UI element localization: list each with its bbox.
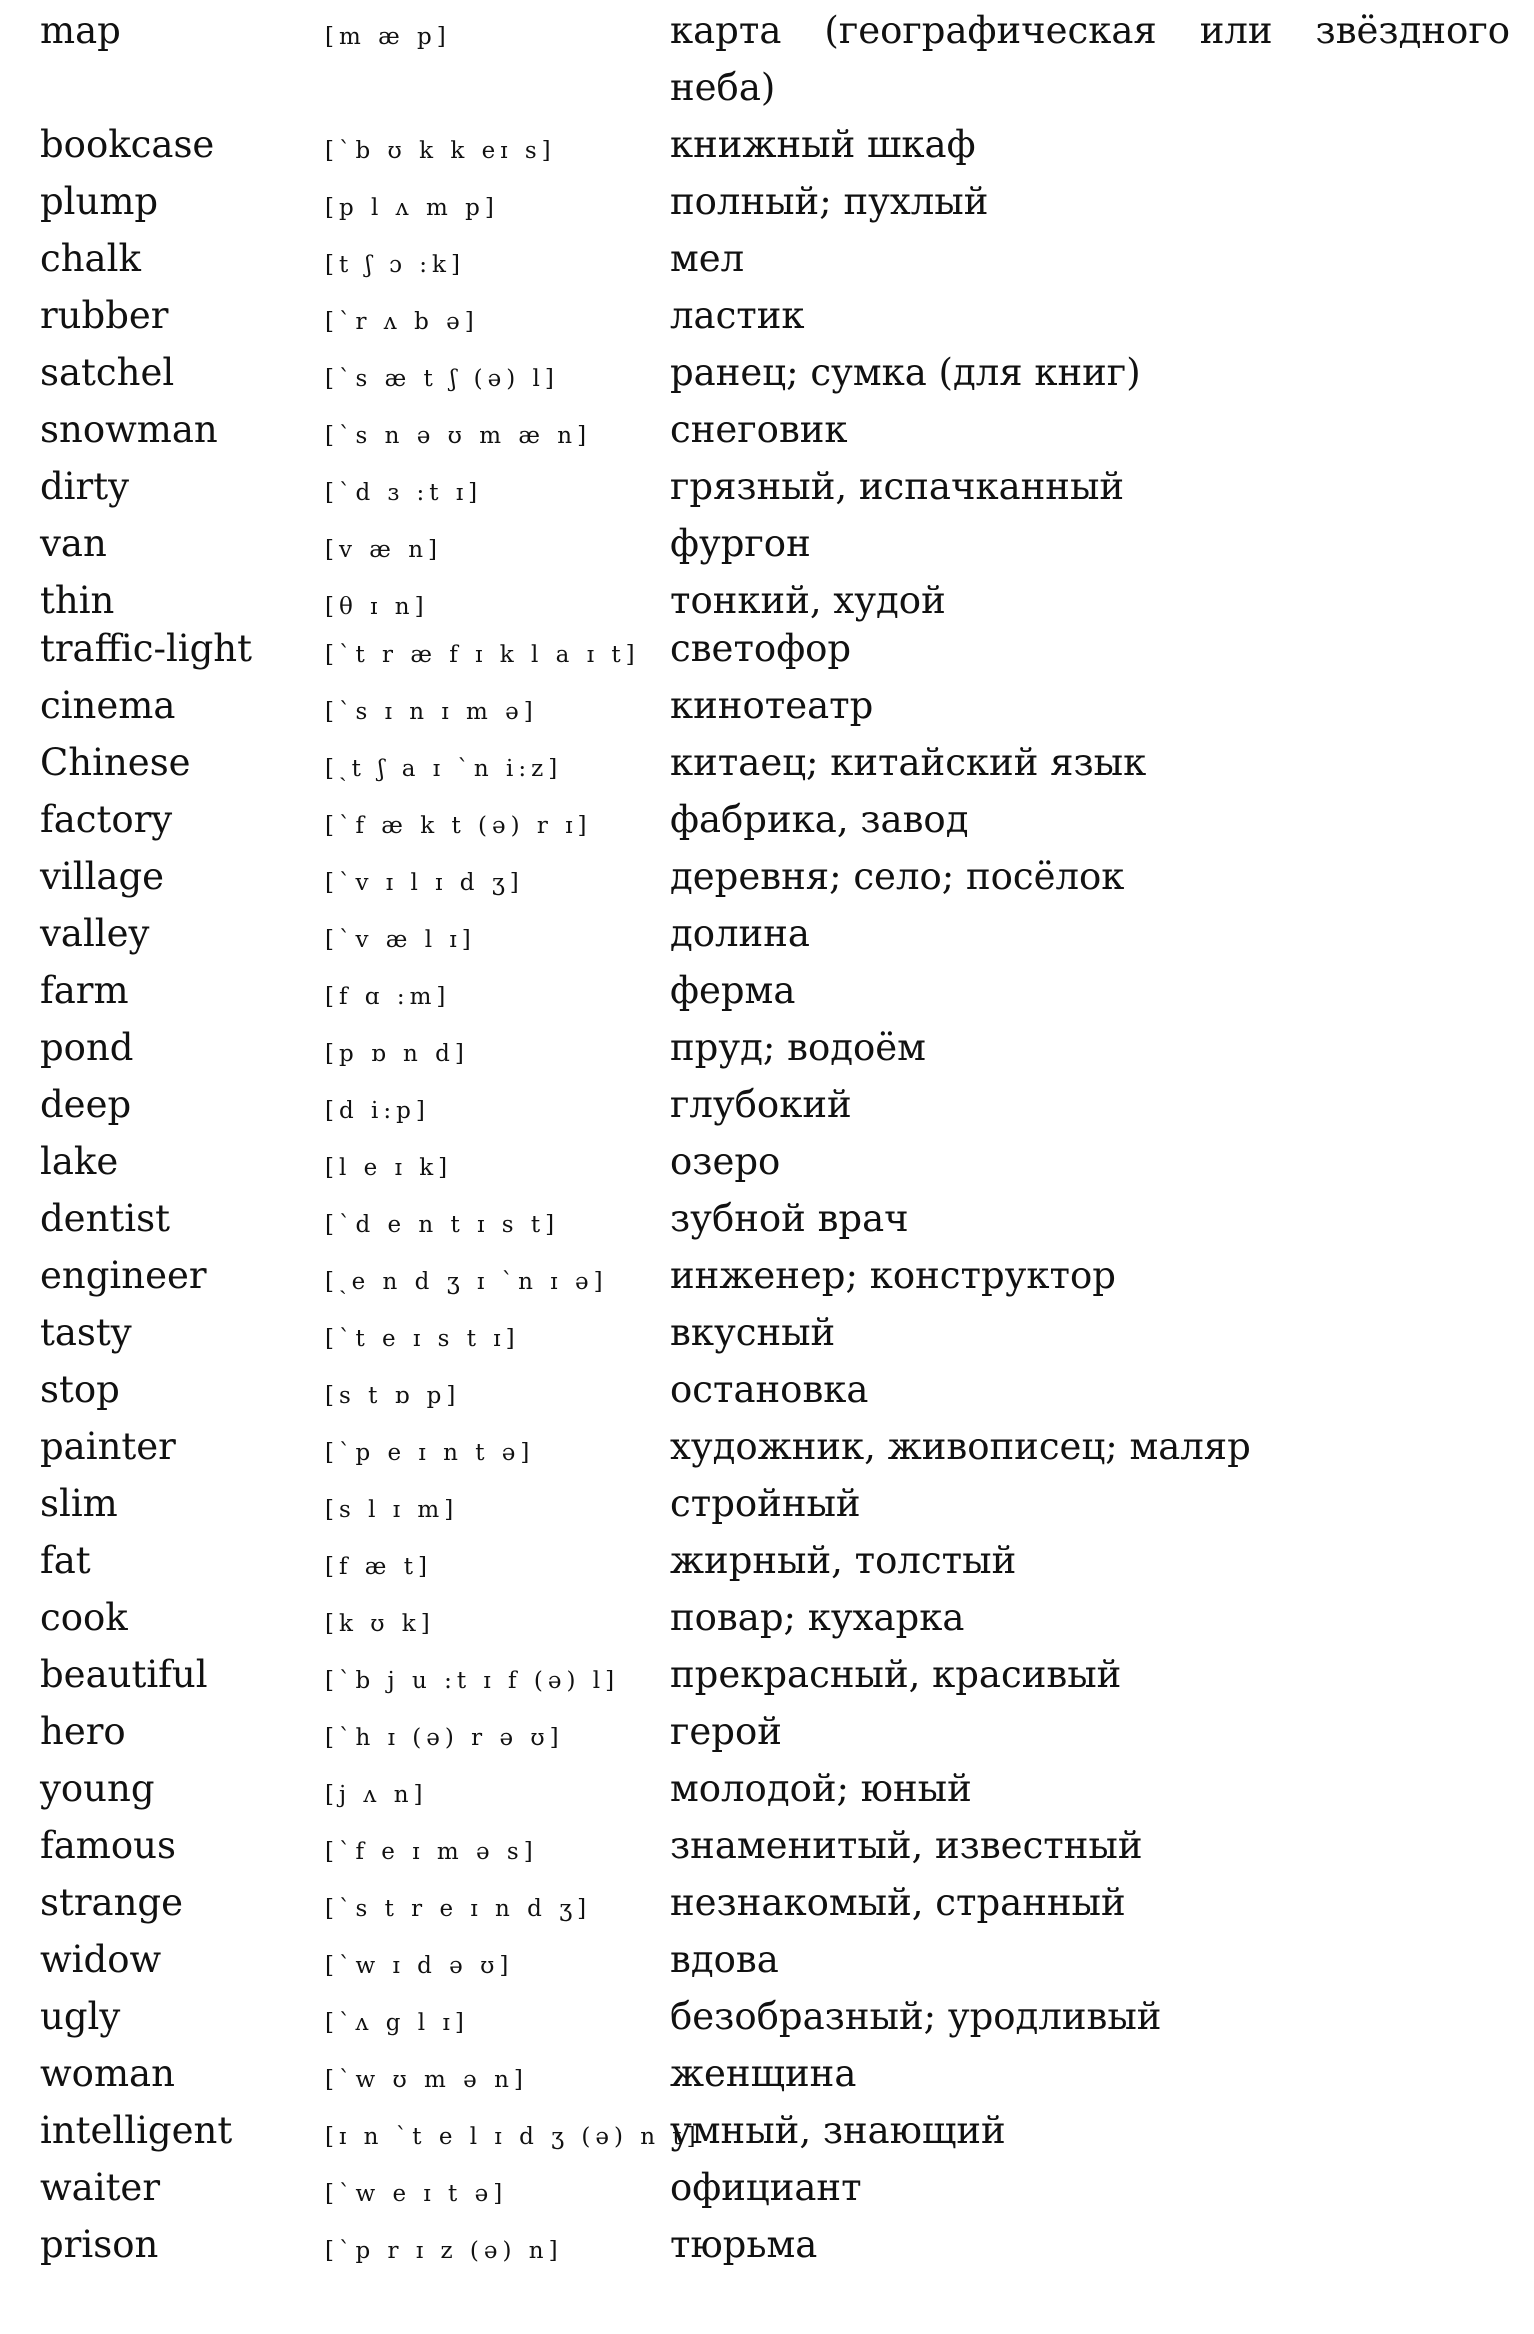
english-word: dentist [40,1197,170,1240]
vocab-row [40,738,1510,795]
english-word: thin [40,579,115,622]
english-word: slim [40,1482,118,1525]
russian-translation: знаменитый, известный [670,1824,1143,1867]
vocab-row [40,1935,1510,1992]
vocab-row [40,234,1510,291]
vocab-row [40,1080,1510,1137]
transcription: [`f e ɪ m ə s] [325,1839,538,1865]
english-word: strange [40,1881,184,1924]
english-word: famous [40,1824,176,1867]
russian-translation: ранец; сумка (для книг) [670,351,1141,394]
transcription: [d i:p] [325,1098,430,1124]
russian-translation: ферма [670,969,796,1012]
vocab-row [40,1308,1510,1365]
russian-translation: грязный, испачканный [670,465,1125,508]
english-word: factory [40,798,173,841]
english-word: young [40,1767,155,1810]
vocab-row [40,852,1510,909]
vocab-row [40,1593,1510,1650]
transcription: [k ʊ k] [325,1611,435,1637]
russian-translation: официант [670,2166,862,2209]
transcription: [`b ʊ k k eɪ s] [325,138,556,164]
vocab-row [40,177,1510,234]
russian-translation: художник, живописец; маляр [670,1425,1251,1468]
vocab-row [40,1365,1510,1422]
russian-translation: фургон [670,522,811,565]
english-word: snowman [40,408,218,451]
russian-translation: мел [670,237,745,280]
russian-translation: светофор [670,627,852,670]
english-word: satchel [40,351,175,394]
transcription: [`s n ə ʊ m æ n] [325,423,592,449]
english-word: stop [40,1368,120,1411]
vocab-row [40,1650,1510,1707]
russian-translation: остановка [670,1368,869,1411]
vocab-row [40,6,1510,120]
transcription: [`p r ɪ z (ə) n] [325,2238,563,2264]
english-word: beautiful [40,1653,208,1696]
english-word: widow [40,1938,162,1981]
english-word: village [40,855,165,898]
transcription: [l e ɪ k] [325,1155,453,1181]
english-word: van [40,522,107,565]
russian-translation: деревня; село; посёлок [670,855,1125,898]
vocab-row [40,1536,1510,1593]
russian-translation: тюрьма [670,2223,818,2266]
transcription: [p l ʌ m p] [325,195,499,221]
transcription: [`d e n t ɪ s t] [325,1212,560,1238]
english-word: chalk [40,237,141,280]
vocab-row [40,1707,1510,1764]
transcription: [s t ɒ p] [325,1383,461,1409]
english-word: engineer [40,1254,207,1297]
russian-translation: кинотеатр [670,684,874,727]
transcription: [f ɑ :m] [325,984,451,1010]
vocab-row [40,291,1510,348]
vocab-row [40,120,1510,177]
english-word: dirty [40,465,129,508]
vocab-row [40,1764,1510,1821]
vocab-row [40,1821,1510,1878]
english-word: cinema [40,684,176,727]
transcription: [`t r æ f ɪ k l a ɪ t] [325,642,640,668]
english-word: farm [40,969,129,1012]
vocab-row [40,405,1510,462]
transcription: [`w e ɪ t ə] [325,2181,508,2207]
transcription [325,2277,670,2283]
english-word: painter [40,1425,176,1468]
vocab-row [40,2277,1510,2334]
transcription: [`p e ɪ n t ə] [325,1440,535,1466]
transcription: [`s t r e ɪ n d ʒ] [325,1896,592,1922]
russian-translation: женщина [670,2052,857,2095]
russian-translation: снеговик [670,408,848,451]
transcription: [`d ɜ :t ɪ] [325,480,483,506]
russian-translation: умный, знающий [670,2109,1006,2152]
english-word: woman [40,2052,175,2095]
russian-translation: жирный, толстый [670,1539,1017,1582]
transcription: [`w ʊ m ə n] [325,2067,528,2093]
english-word: map [40,9,121,52]
russian-translation: герой [670,1710,782,1753]
transcription: [`v æ l ɪ] [325,927,476,953]
russian-translation: вкусный [670,1311,836,1354]
vocab-row [40,1023,1510,1080]
transcription: [ˏe n d ʒ ɪ `n ɪ ə] [325,1269,608,1295]
transcription: [j ʌ n] [325,1782,428,1808]
russian-translation: пруд; водоём [670,1026,926,1069]
transcription: [`f æ k t (ə) r ɪ] [325,813,592,839]
russian-translation: повар; кухарка [670,1596,965,1639]
transcription: [`b j u :t ɪ f (ə) l] [325,1668,620,1694]
english-word: plump [40,180,159,223]
russian-translation: фабрика, завод [670,798,969,841]
english-word: Chinese [40,741,191,784]
vocab-row [40,576,1510,624]
english-word: fat [40,1539,91,1582]
transcription: [f æ t] [325,1554,432,1580]
vocab-row [40,2220,1510,2277]
vocab-row [40,1251,1510,1308]
english-word: bookcase [40,123,215,166]
vocab-row [40,1194,1510,1251]
vocab-row [40,348,1510,405]
english-word: traffic-light [40,627,253,670]
vocab-row [40,909,1510,966]
english-word: rubber [40,294,169,337]
english-word: waiter [40,2166,161,2209]
russian-translation: прекрасный, красивый [670,1653,1122,1696]
transcription: [`s ɪ n ɪ m ə] [325,699,538,725]
russian-translation: долина [670,912,810,955]
russian-translation: вдова [670,1938,779,1981]
transcription: [ɪ n `t e l ɪ d ʒ (ə) n t] [325,2124,701,2150]
english-word: ugly [40,1995,121,2038]
vocab-row [40,2049,1510,2106]
vocab-row [40,519,1510,576]
transcription: [`h ɪ (ə) r ə ʊ] [325,1725,564,1751]
english-word: hero [40,1710,126,1753]
russian-translation: глубокий [670,1083,852,1126]
vocab-row [40,2163,1510,2220]
vocab-row [40,681,1510,738]
transcription: [m æ p] [325,24,451,50]
russian-translation: молодой; юный [670,1767,972,1810]
transcription: [`r ʌ b ə] [325,309,479,335]
russian-translation: озеро [670,1140,781,1183]
vocab-row [40,2106,1510,2163]
russian-translation: зубной врач [670,1197,909,1240]
english-word: prison [40,2223,159,2266]
transcription: [ˏt ʃ a ɪ `n i:z] [325,756,563,782]
transcription: [`w ɪ d ə ʊ] [325,1953,514,1979]
russian-translation: стройный [670,1482,861,1525]
vocabulary-list [40,6,1510,2334]
english-word: lake [40,1140,119,1183]
russian-translation: китаец; китайский язык [670,741,1147,784]
transcription: [`ʌ g l ɪ] [325,2010,469,2036]
english-word: deep [40,1083,132,1126]
vocab-row [40,1422,1510,1479]
russian-translation: полный; пухлый [670,180,989,223]
transcription: [`s æ t ʃ (ə) l] [325,366,559,392]
russian-translation: карта (географическая или звёздного неба) [670,9,1510,109]
russian-translation: безобразный; уродливый [670,1995,1162,2038]
vocab-row [40,966,1510,1023]
russian-translation: книжный шкаф [670,123,976,166]
vocab-row [40,462,1510,519]
english-word: cook [40,1596,128,1639]
vocab-row [40,1992,1510,2049]
vocab-row [40,1878,1510,1935]
russian-translation: ластик [670,294,805,337]
english-word: valley [40,912,150,955]
transcription: [v æ n] [325,537,442,563]
transcription: [s l ɪ m] [325,1497,459,1523]
vocab-row [40,1137,1510,1194]
english-word: pond [40,1026,134,1069]
english-word: intelligent [40,2109,233,2152]
transcription: [θ ɪ n] [325,594,429,620]
vocab-row [40,624,1510,681]
vocab-row [40,795,1510,852]
transcription: [`v ɪ l ɪ d ʒ] [325,870,524,896]
russian-translation: тонкий, худой [670,579,946,622]
transcription: [`t e ɪ s t ɪ] [325,1326,520,1352]
english-word: tasty [40,1311,132,1354]
russian-translation: инженер; конструктор [670,1254,1116,1297]
russian-translation: незнакомый, странный [670,1881,1126,1924]
vocab-row [40,1479,1510,1536]
transcription: [p ɒ n d] [325,1041,469,1067]
transcription: [t ʃ ɔ :k] [325,252,465,278]
